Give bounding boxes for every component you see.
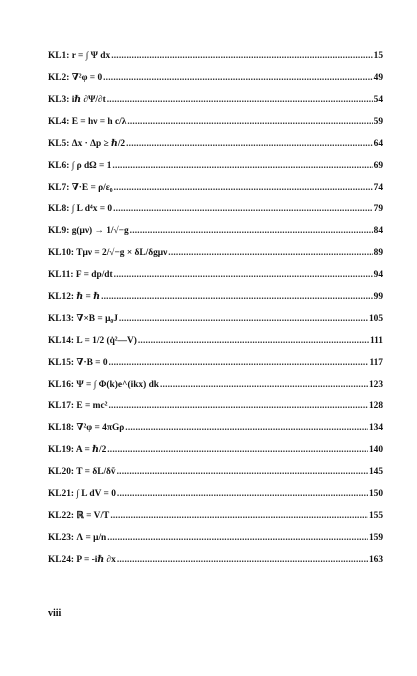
toc-entry-label: KL10: Tμν = 2/√−g × δL/δgμν [48, 248, 168, 259]
toc-entry[interactable] [48, 265, 383, 287]
toc-entry-label: KL13: ∇×B = μ₀J [48, 313, 118, 324]
toc-entry-label: KL14: L = 1/2 (q̇²—V) [48, 335, 137, 346]
toc-entry[interactable] [48, 309, 383, 331]
toc-entry-page: 79 [373, 204, 383, 215]
toc-entry[interactable] [48, 46, 383, 68]
toc-entry-label: KL9: g(μν) → 1/√−g [48, 226, 129, 237]
toc-entry-label: KL5: Δx · Δp ≥ ℏ/2 [48, 138, 126, 149]
toc-entry[interactable] [48, 484, 383, 506]
dot-leader [112, 162, 372, 171]
dot-leader [117, 468, 368, 477]
toc-entry-label: KL2: ∇²φ = 0 [48, 73, 103, 84]
toc-entry[interactable] [48, 396, 383, 418]
toc-entry-label: KL3: iℏ ∂Ψ/∂t [48, 95, 106, 106]
toc-entry-page: 59 [373, 116, 383, 127]
toc-entry[interactable] [48, 418, 383, 440]
toc-entry-page: 134 [368, 423, 383, 434]
dot-leader [114, 271, 373, 280]
toc-entry[interactable] [48, 221, 383, 243]
toc-entry[interactable] [48, 506, 383, 528]
dot-leader [127, 118, 372, 127]
toc-entry-label: KL15: ∇·B = 0 [48, 357, 108, 368]
toc-entry-label: KL8: ∫ L d⁴x = 0 [48, 204, 113, 215]
dot-leader [107, 446, 368, 455]
dot-leader [113, 205, 373, 214]
toc-entry-label: KL22: ℝ = V/T [48, 510, 110, 521]
toc-entry[interactable] [48, 462, 383, 484]
dot-leader [109, 359, 369, 368]
toc-entry-page: 99 [373, 292, 383, 303]
dot-leader [103, 74, 372, 83]
toc-entry-page: 49 [373, 73, 383, 84]
dot-leader [107, 534, 368, 543]
toc-entry-page: 150 [368, 489, 383, 500]
dot-leader [108, 402, 367, 411]
toc-entry-label: KL1: r = ∫ Ψ dx [48, 51, 111, 62]
toc-entry-label: KL20: T = δL/δṽ [48, 467, 116, 478]
toc-entry[interactable] [48, 287, 383, 309]
toc-entry[interactable] [48, 177, 383, 199]
dot-leader [110, 512, 368, 521]
toc-entry-page: 155 [368, 510, 383, 521]
toc-entry-label: KL7: ∇·E = ρ/ε₀ [48, 182, 113, 193]
toc-entry-page: 128 [368, 401, 383, 412]
toc-entry[interactable] [48, 112, 383, 134]
toc-entry-label: KL6: ∫ ρ dΩ = 1 [48, 160, 112, 171]
toc-entry[interactable] [48, 199, 383, 221]
toc-entry-page: 64 [373, 138, 383, 149]
toc-entry-label: KL17: E = mc² [48, 401, 108, 412]
toc-entry-label: KL18: ∇²φ = 4πGρ [48, 423, 125, 434]
toc-entry[interactable] [48, 549, 383, 571]
toc-entry-page: 15 [373, 51, 383, 62]
dot-leader [101, 293, 373, 302]
toc-entry[interactable] [48, 243, 383, 265]
toc-entry[interactable] [48, 68, 383, 90]
dot-leader [117, 490, 368, 499]
toc-entry[interactable] [48, 440, 383, 462]
toc-entry[interactable] [48, 155, 383, 177]
toc-entry-label: KL24: P = -iℏ ∂x [48, 554, 116, 565]
toc-entry-page: 54 [373, 95, 383, 106]
toc-entry-page: 145 [368, 467, 383, 478]
toc-entry-page: 74 [373, 182, 383, 193]
dot-leader [126, 140, 373, 149]
table-of-contents [48, 46, 383, 571]
toc-entry[interactable] [48, 90, 383, 112]
toc-entry-page: 123 [368, 379, 383, 390]
dot-leader [160, 381, 368, 390]
toc-entry-page: 105 [368, 313, 383, 324]
toc-entry-label: KL19: A = ℏ/2 [48, 445, 107, 456]
toc-entry-label: KL16: Ψ = ∫ Φ(k)e^(ikx) dk [48, 379, 159, 390]
toc-entry-page: 163 [368, 554, 383, 565]
toc-entry-label: KL12: ℏ = ℏ [48, 292, 101, 303]
page-number: viii [48, 608, 62, 619]
toc-entry-page: 159 [368, 532, 383, 543]
toc-entry-page: 117 [369, 357, 383, 368]
dot-leader [119, 315, 368, 324]
dot-leader [138, 337, 369, 346]
toc-entry[interactable] [48, 134, 383, 156]
toc-entry-page: 94 [373, 270, 383, 281]
dot-leader [117, 556, 368, 565]
toc-entry-page: 69 [373, 160, 383, 171]
toc-entry-page: 111 [369, 335, 383, 346]
toc-entry[interactable] [48, 352, 383, 374]
toc-entry[interactable] [48, 528, 383, 550]
toc-entry-label: KL21: ∫ L dV = 0 [48, 489, 116, 500]
toc-entry[interactable] [48, 374, 383, 396]
toc-entry-page: 140 [368, 445, 383, 456]
toc-entry[interactable] [48, 331, 383, 353]
toc-entry-page: 84 [373, 226, 383, 237]
dot-leader [130, 227, 373, 236]
dot-leader [114, 184, 373, 193]
dot-leader [125, 424, 368, 433]
dot-leader [111, 52, 372, 61]
toc-entry-label: KL11: F = dp/dt [48, 270, 113, 281]
toc-entry-label: KL23: Λ = μ/n [48, 532, 107, 543]
toc-entry-page: 89 [373, 248, 383, 259]
toc-entry-label: KL4: E = hν = h c/λ [48, 116, 127, 127]
dot-leader [168, 249, 372, 258]
dot-leader [107, 96, 373, 105]
